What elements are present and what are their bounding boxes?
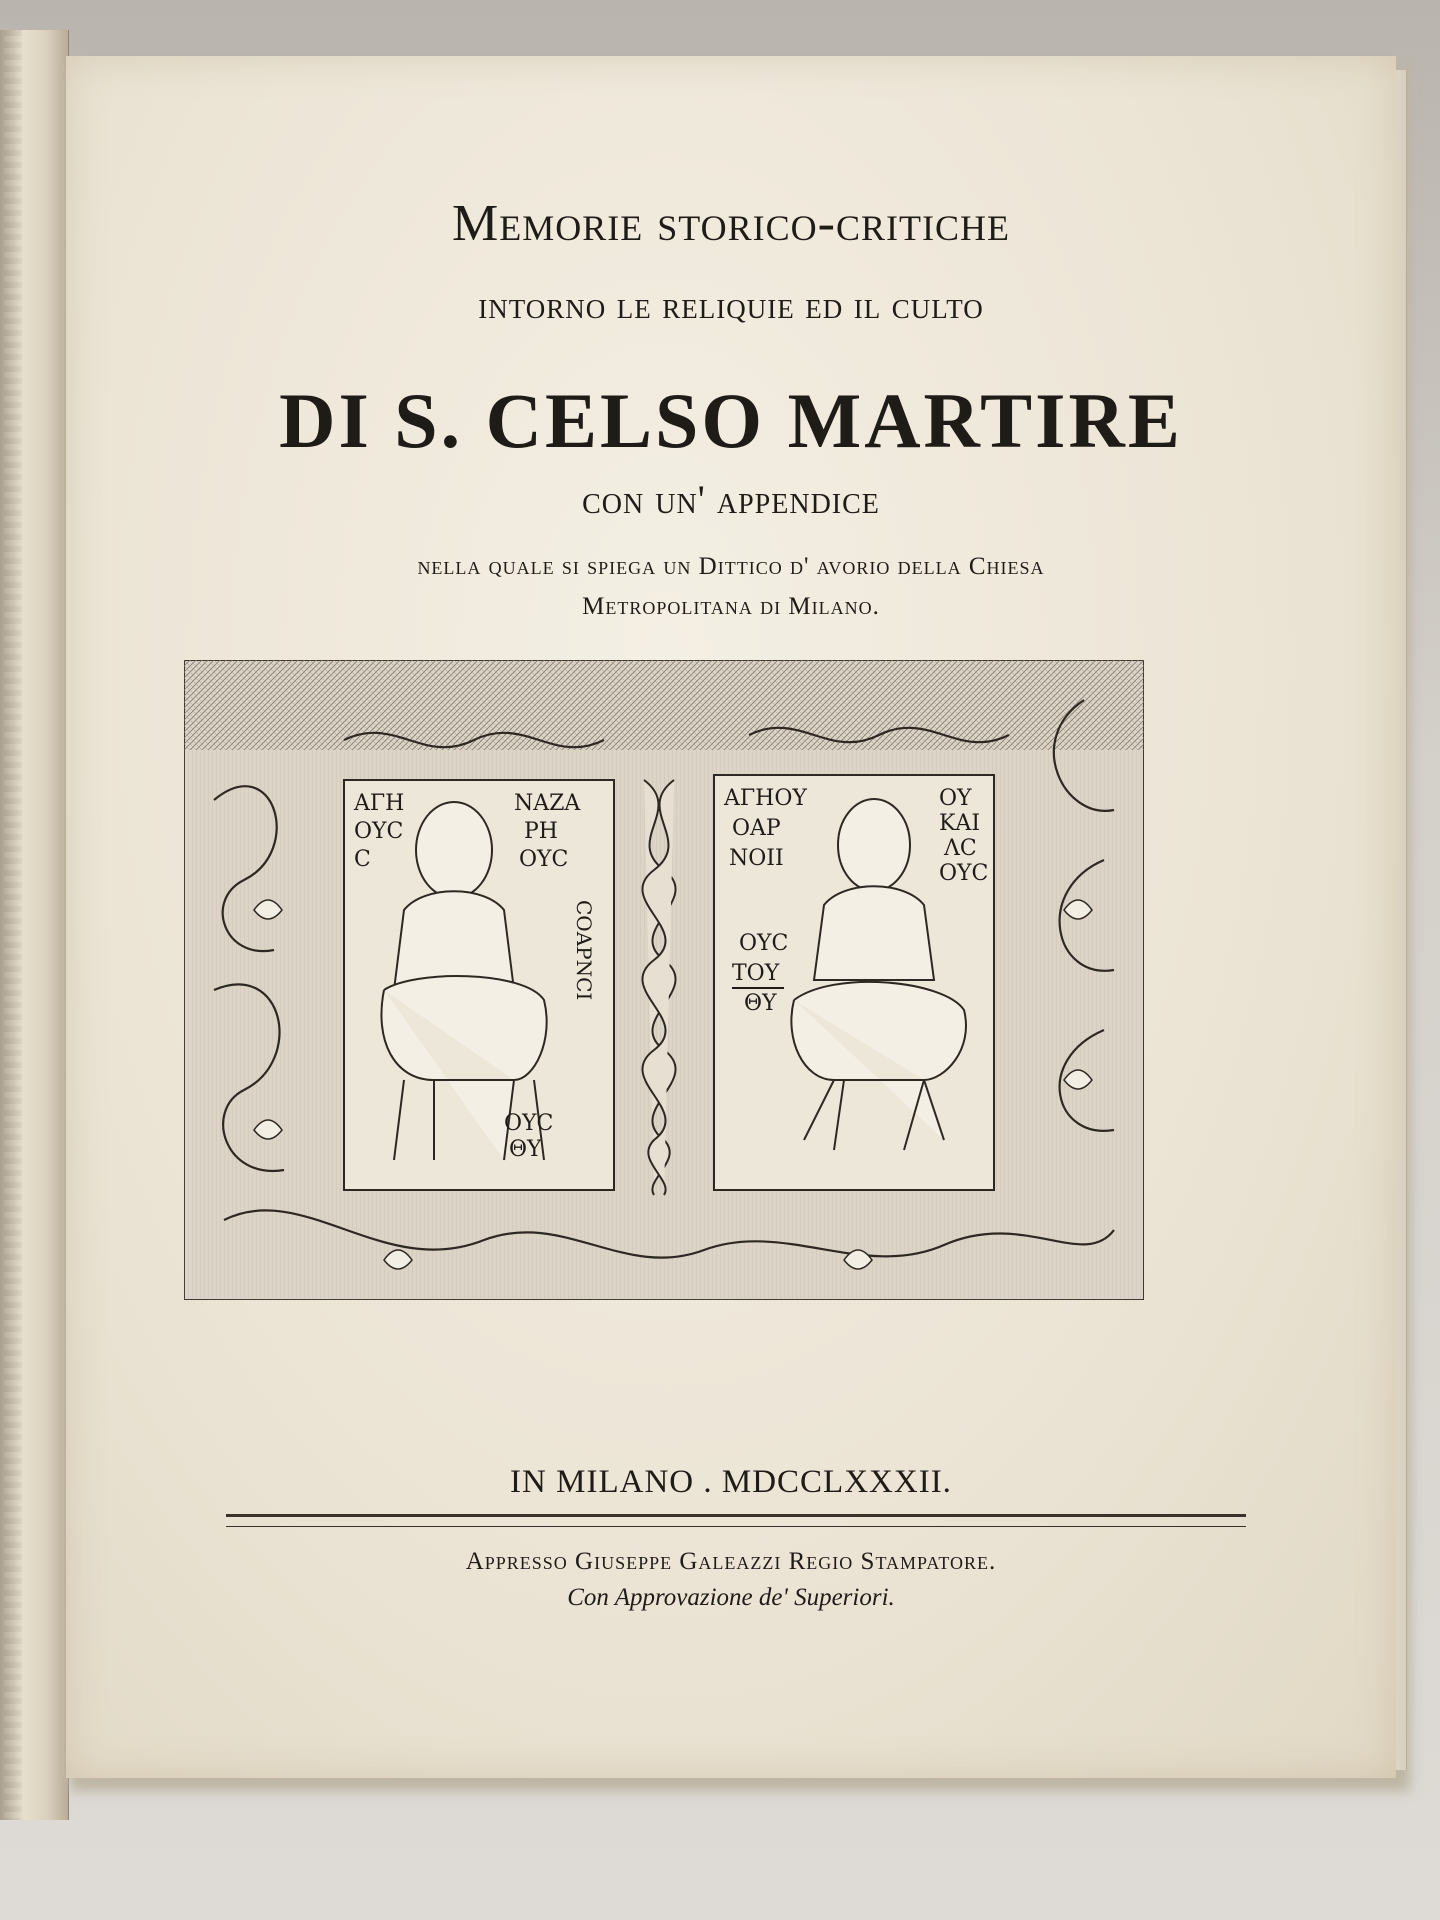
imprint-printer: Appresso Giuseppe Galeazzi Regio Stampatore.	[465, 1548, 997, 1575]
title-line-1: Memorie storico-critiche	[452, 195, 1010, 252]
right-inscription-6: ΛC	[944, 836, 977, 861]
subtitle-line-2: Metropolitana di Milano.	[582, 593, 880, 620]
right-inscription-1: ΑΓΗΟΥ	[724, 786, 807, 811]
imprint-approval: Con Approvazione de' Superiori.	[567, 1584, 895, 1611]
title-line-2: intorno le reliquie ed il culto	[478, 285, 984, 327]
left-inscription-6: ΟΥC	[519, 847, 569, 872]
diptych-engraving	[184, 660, 1144, 1300]
left-inscription-2: ΟΥC	[354, 819, 404, 844]
right-inscription-10: ΘΥ	[744, 991, 777, 1016]
left-inscription-1: ΑΓΗ	[354, 791, 405, 816]
right-inscription-7: ΟΥC	[939, 861, 989, 886]
book-spine	[0, 30, 69, 1820]
right-inscription-9: ΤΟΥ	[732, 961, 780, 986]
title-page	[66, 56, 1396, 1778]
right-inscription-8: ΟΥC	[739, 931, 789, 956]
left-inscription-8: ΟΥC	[504, 1111, 554, 1136]
right-inscription-4: ΟΥ	[939, 786, 972, 811]
left-inscription-5: ΡΗ	[524, 819, 558, 844]
left-inscription-3: C	[354, 847, 371, 872]
left-inscription-9: ΘΥ	[509, 1137, 542, 1162]
right-inscription-5: ΚΑΙ	[939, 811, 981, 836]
imprint-rule-thick	[226, 1514, 1246, 1517]
subtitle-line-1: nella quale si spiega un Dittico d' avorio della Chiesa	[417, 553, 1045, 580]
title-line-4: con un' appendice	[582, 477, 880, 522]
left-inscription-4: ΝΑΖΑ	[514, 791, 581, 816]
title-main: DI S. CELSO MARTIRE	[279, 377, 1183, 464]
imprint-place-date: IN MILANO . MDCCLXXXII.	[510, 1464, 952, 1500]
imprint-rule-thin	[226, 1526, 1246, 1527]
left-inscription-7: CΟΑΡΝCΙ	[572, 900, 596, 1001]
right-inscription-3: ΝΟΙΙ	[729, 846, 784, 871]
right-inscription-2: ΟΑΡ	[732, 816, 781, 841]
